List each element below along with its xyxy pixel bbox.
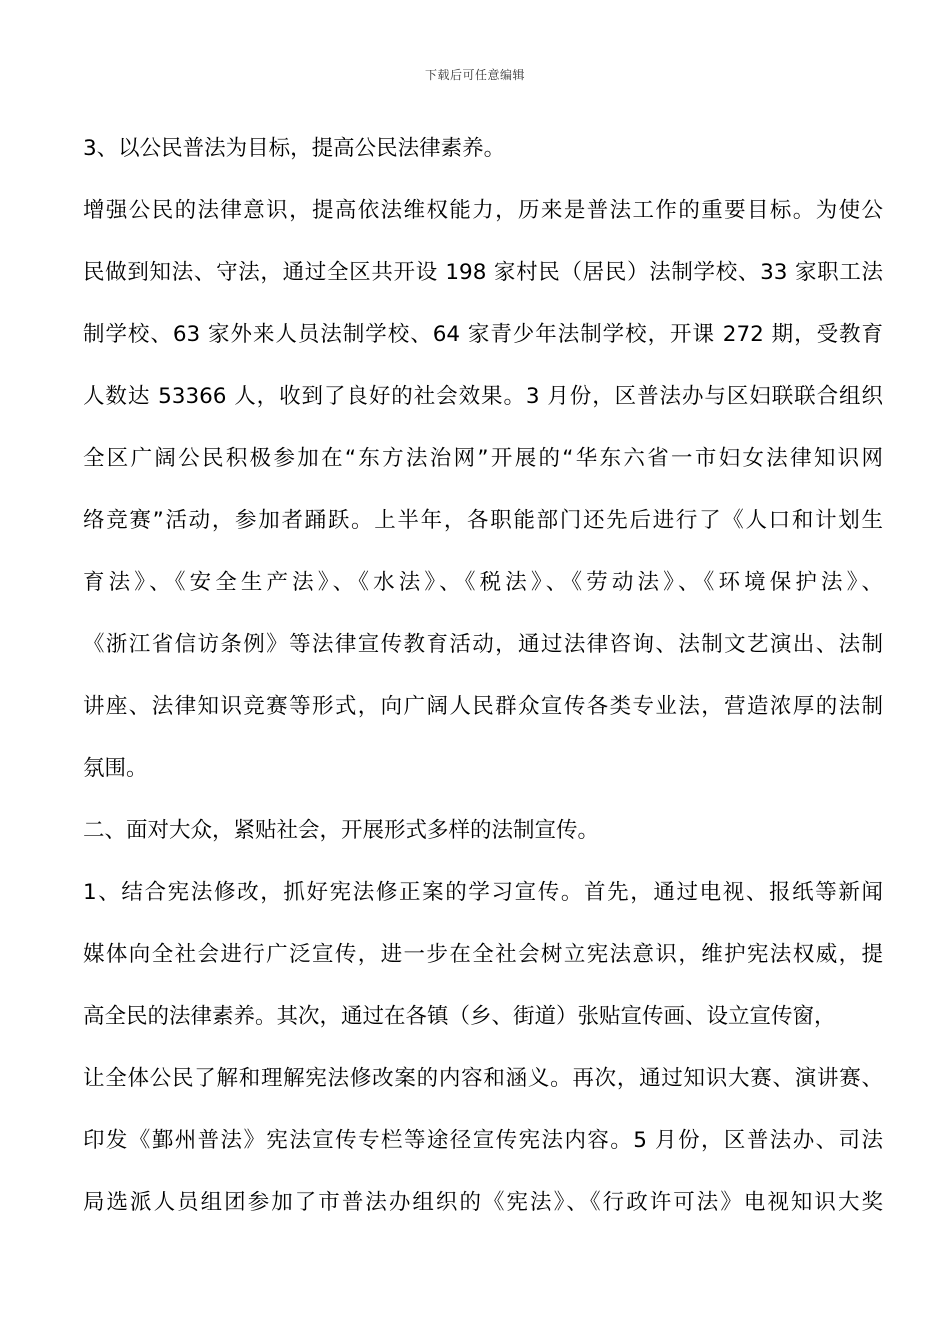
heading-line: 3、以公民普法为目标，提高公民法律素养。 bbox=[83, 136, 506, 161]
section-heading-line: 二、面对大众，紧贴社会，开展形式多样的法制宣传。 bbox=[83, 818, 600, 843]
paragraph-line: 氛围。 bbox=[83, 756, 148, 781]
paragraph-line: 人数达 53366 人，收到了良好的社会效果。3 月份，区普法办与区妇联联合组织 bbox=[83, 384, 883, 409]
paragraph-line: 民做到知法、守法，通过全区共开设 198 家村民（居民）法制学校、33 家职工法 bbox=[83, 260, 883, 285]
paragraph-line: 局选派人员组团参加了市普法办组织的《宪法》、《行政许可法》电视知识大奖 bbox=[83, 1190, 883, 1215]
paragraph-line: 印发《鄞州普法》宪法宣传专栏等途径宣传宪法内容。5 月份，区普法办、司法 bbox=[83, 1128, 883, 1153]
document-body bbox=[83, 118, 883, 1234]
paragraph-line: 1、结合宪法修改，抓好宪法修正案的学习宣传。首先，通过电视、报纸等新闻 bbox=[83, 880, 883, 905]
paragraph-line: 增强公民的法律意识，提高依法维权能力，历来是普法工作的重要目标。为使公 bbox=[83, 198, 883, 223]
paragraph-line: 络竞赛”活动，参加者踊跃。上半年，各职能部门还先后进行了《人口和计划生 bbox=[83, 508, 883, 533]
paragraph-line: 让全体公民了解和理解宪法修改案的内容和涵义。再次，通过知识大赛、演讲赛、 bbox=[83, 1066, 883, 1091]
paragraph-line: 《浙江省信访条例》等法律宣传教育活动，通过法律咨询、法制文艺演出、法制 bbox=[83, 632, 883, 657]
paragraph-line: 讲座、法律知识竞赛等形式，向广阔人民群众宣传各类专业法，营造浓厚的法制 bbox=[83, 694, 883, 719]
paragraph-line: 制学校、63 家外来人员法制学校、64 家青少年法制学校，开课 272 期，受教育 bbox=[83, 322, 883, 347]
paragraph-line: 媒体向全社会进行广泛宣传，进一步在全社会树立宪法意识，维护宪法权威，提 bbox=[83, 942, 883, 967]
paragraph-line: 高全民的法律素养。其次，通过在各镇（乡、街道）张贴宣传画、设立宣传窗， bbox=[83, 1004, 836, 1029]
paragraph-line: 全区广阔公民积极参加在“东方法治网”开展的“华东六省一市妇女法律知识网 bbox=[83, 446, 883, 471]
header-note: 下载后可任意编辑 bbox=[424, 68, 525, 82]
paragraph-line: 育法》、《安全生产法》、《水法》、《税法》、《劳动法》、《环境保护法》、 bbox=[83, 570, 883, 595]
